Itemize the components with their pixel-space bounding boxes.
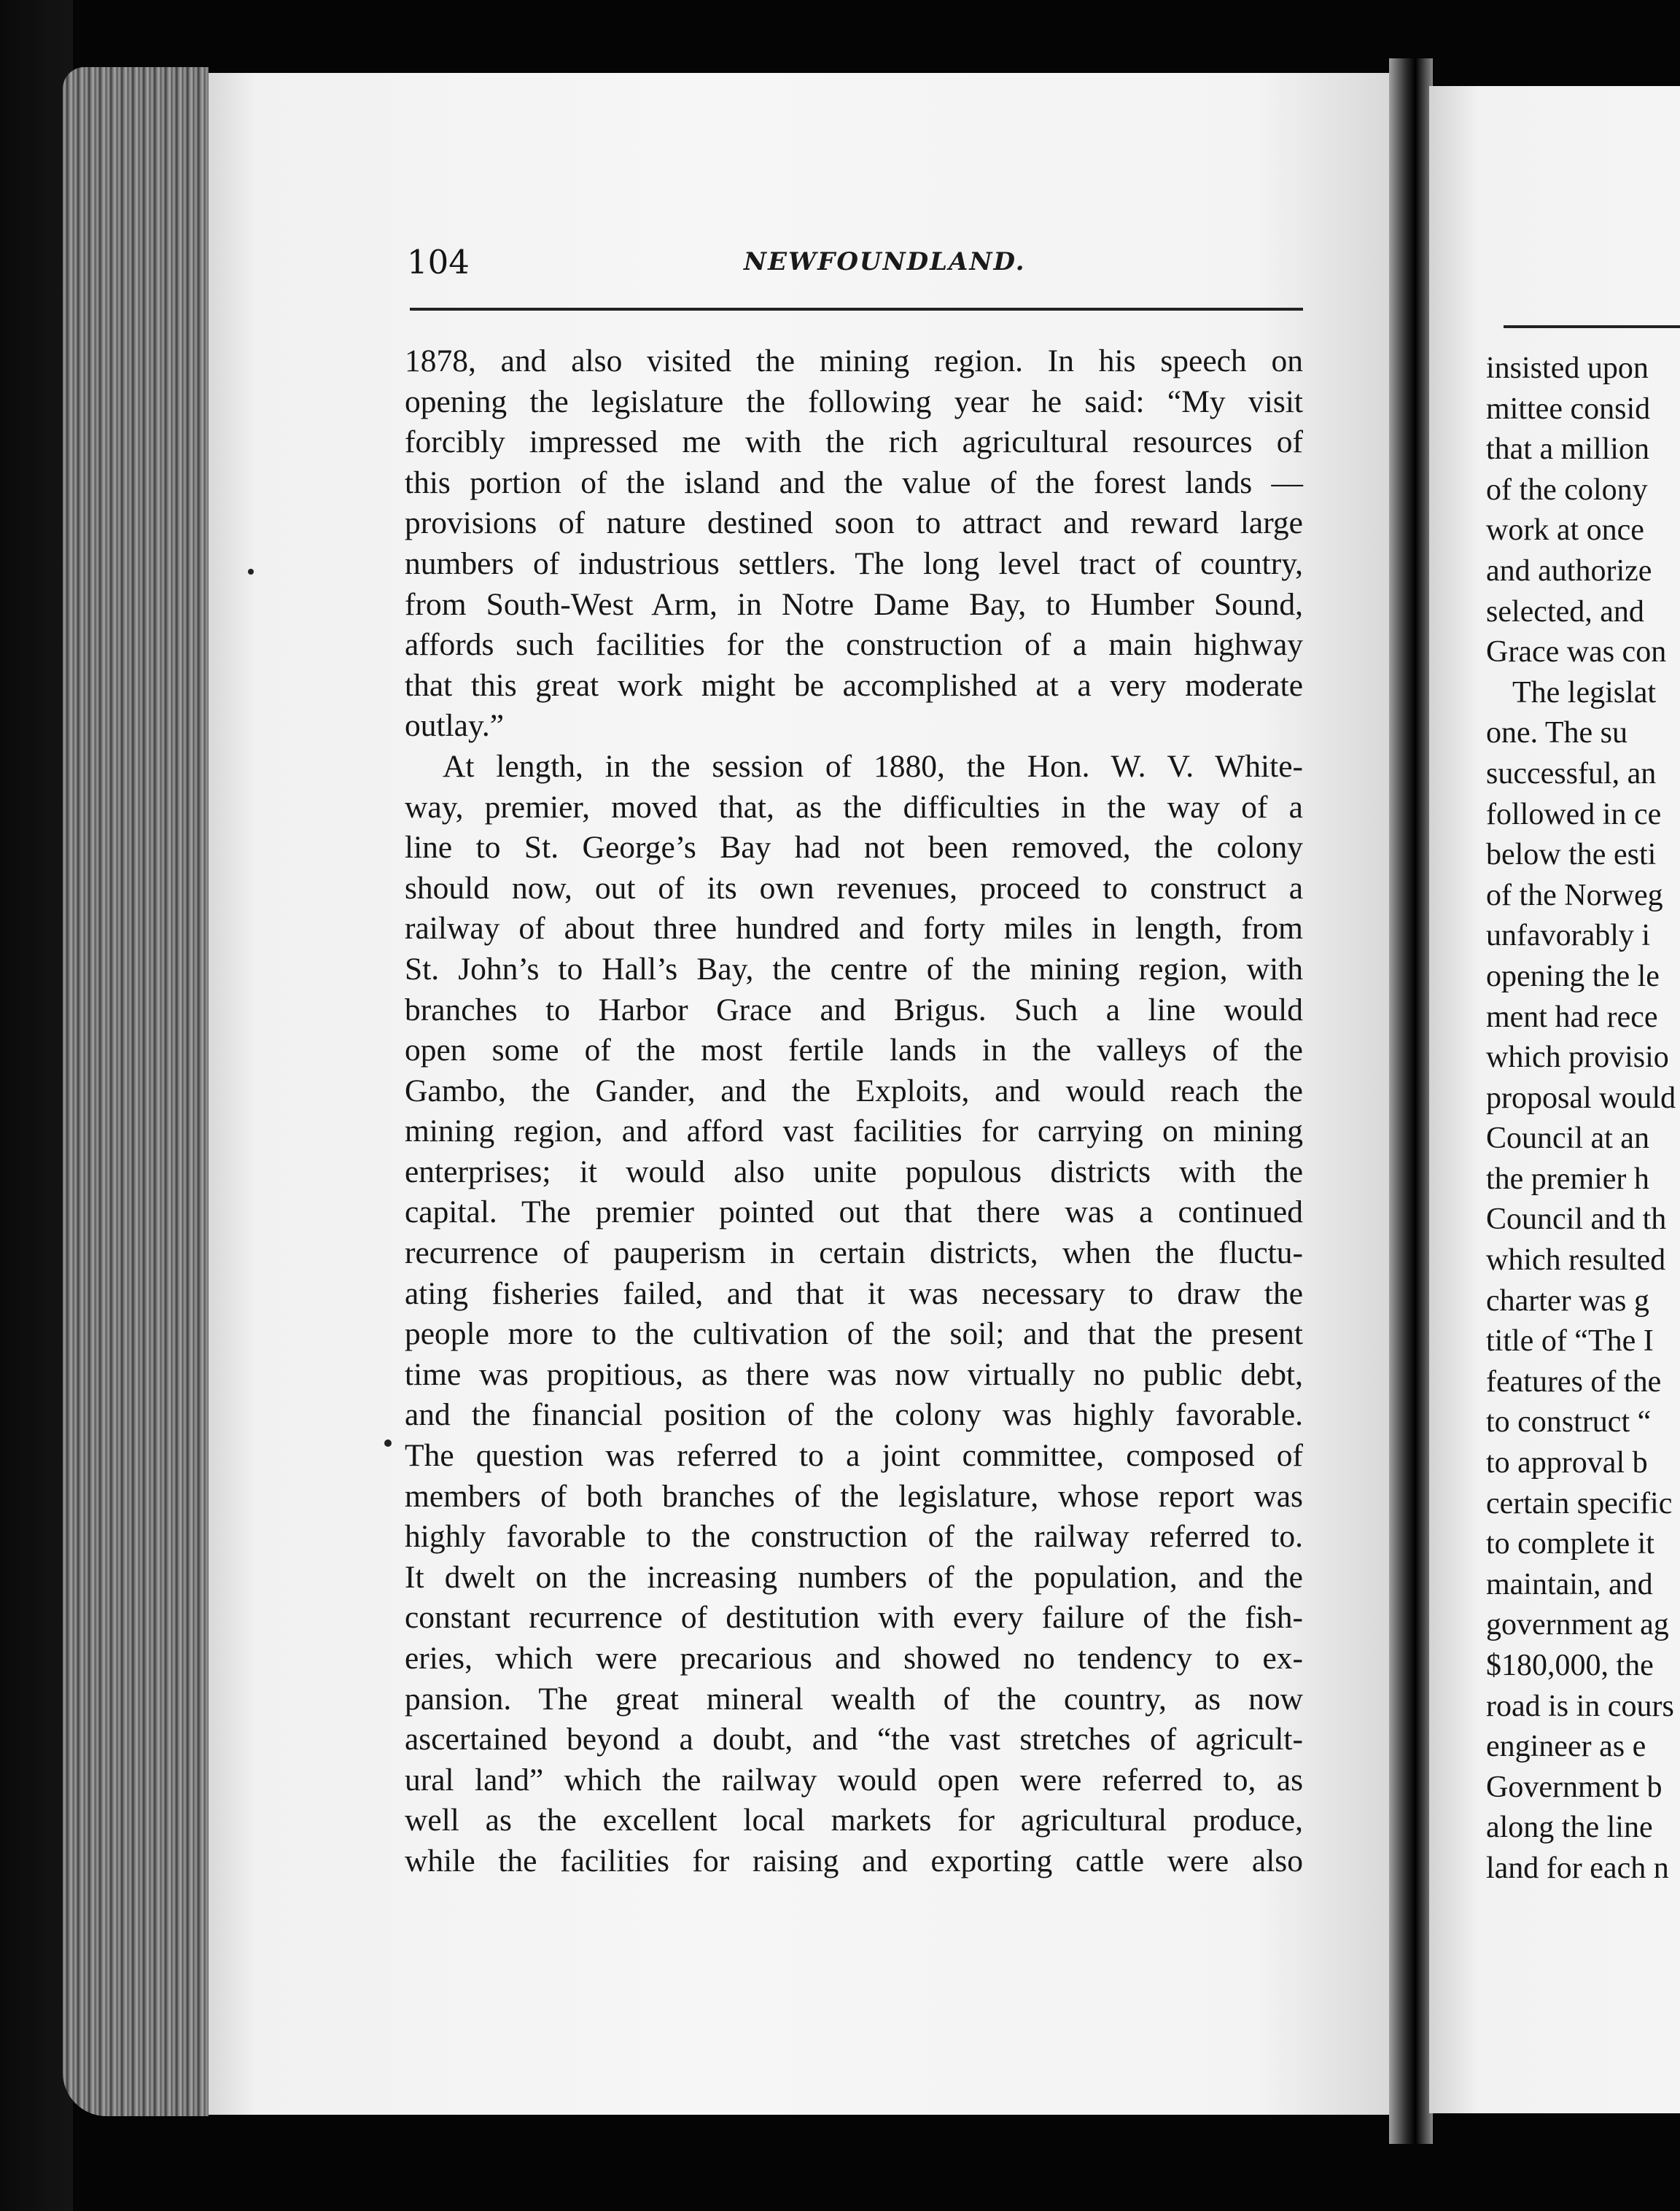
right-page-text: [1486, 349, 1680, 1889]
page-edges: [63, 67, 209, 2116]
text-line: successful, an: [1486, 756, 1657, 790]
text-line: ment had rece: [1486, 1000, 1658, 1034]
text-line: selected, and: [1486, 594, 1644, 629]
text-line: Council at an: [1486, 1122, 1649, 1156]
ink-speck: [384, 1439, 392, 1447]
text-line: eries, which were precarious and showed no tendency to ex-: [405, 1641, 1303, 1676]
text-line: this portion of the island and the value of the forest lands —: [405, 465, 1303, 500]
text-line: road is in cours: [1486, 1689, 1674, 1723]
text-line: followed in ce: [1486, 797, 1662, 831]
text-line: certain specific: [1486, 1486, 1673, 1520]
text-line: railway of about three hundred and forty miles in length, from: [405, 911, 1303, 947]
text-line: opening the legislature the following year he said: “My visit: [405, 384, 1303, 419]
text-line: should now, out of its own revenues, proceed to construct a: [405, 870, 1303, 906]
text-line: mining region, and afford vast facilities for carrying on mining: [405, 1114, 1303, 1149]
text-line: mittee consid: [1486, 392, 1651, 426]
text-line: way, premier, moved that, as the difficulties in the way of a: [405, 789, 1303, 825]
text-line: The question was referred to a joint committee, composed of: [405, 1438, 1303, 1474]
text-line: to construct “: [1486, 1405, 1652, 1439]
text-line: land for each n: [1486, 1851, 1669, 1885]
text-line: engineer as e: [1486, 1730, 1646, 1764]
book-gutter: [1389, 58, 1433, 2144]
left-page-text: [405, 341, 1303, 1882]
text-line: which resulted: [1486, 1243, 1666, 1278]
text-line: proposal would: [1486, 1081, 1676, 1115]
text-line: affords such facilities for the construction of a main highway: [405, 627, 1303, 663]
text-line: below the esti: [1486, 838, 1657, 872]
text-line: branches to Harbor Grace and Brigus. Such a line would: [405, 992, 1303, 1027]
text-line: charter was g: [1486, 1283, 1649, 1318]
text-line: provisions of nature destined soon to attract and reward large: [405, 505, 1303, 541]
text-line: highly favorable to the construction of the railway referred to.: [405, 1519, 1303, 1555]
text-line: The legislat: [1512, 675, 1657, 710]
text-line: features of the: [1486, 1364, 1662, 1399]
text-line: of the colony: [1486, 473, 1648, 507]
text-line: ascertained beyond a doubt, and “the vast stretches of agricult-: [405, 1722, 1303, 1757]
text-line: pansion. The great mineral wealth of the country, as now: [405, 1681, 1303, 1717]
text-line: It dwelt on the increasing numbers of the population, and the: [405, 1559, 1303, 1595]
text-line: Government b: [1486, 1770, 1662, 1804]
text-line: government ag: [1486, 1608, 1669, 1642]
text-line: from South-West Arm, in Notre Dame Bay, to Humber Sound,: [405, 586, 1303, 622]
ink-speck: [248, 569, 254, 575]
text-line: that this great work might be accomplished at a very moderate: [405, 667, 1303, 703]
text-line: unfavorably i: [1486, 919, 1651, 953]
text-line: capital. The premier pointed out that there was a continued: [405, 1194, 1303, 1230]
page-title: NEWFOUNDLAND.: [744, 247, 1026, 276]
text-line: along the line: [1486, 1811, 1653, 1845]
text-line: outlay.”: [405, 708, 505, 744]
text-line: 1878, and also visited the mining region. In his speech on: [405, 343, 1303, 378]
text-line: ating fisheries failed, and that it was necessary to draw the: [405, 1275, 1303, 1311]
text-line: time was propitious, as there was now virtually no public debt,: [405, 1356, 1303, 1392]
text-line: and the financial position of the colony was highly favorable.: [405, 1397, 1303, 1433]
text-line: well as the excellent local markets for agricultural produce,: [405, 1803, 1303, 1838]
text-line: St. John’s to Hall’s Bay, the centre of the mining region, with: [405, 951, 1303, 987]
text-line: recurrence of pauperism in certain districts, when the fluctu-: [405, 1235, 1303, 1271]
text-line: which provisio: [1486, 1041, 1669, 1075]
book-shadow: [0, 0, 73, 2211]
text-line: At length, in the session of 1880, the Hon. W. V. White-: [443, 748, 1303, 784]
text-line: that a million: [1486, 432, 1649, 467]
text-line: forcibly impressed me with the rich agricultural resources of: [405, 424, 1303, 460]
header-rule: [410, 308, 1303, 311]
text-line: while the facilities for raising and exporting cattle were also: [405, 1843, 1303, 1878]
text-line: numbers of industrious settlers. The long level tract of country,: [405, 545, 1303, 581]
text-line: and authorize: [1486, 553, 1652, 588]
text-line: opening the le: [1486, 959, 1660, 993]
text-line: work at once: [1486, 513, 1644, 548]
text-line: enterprises; it would also unite populous districts with the: [405, 1154, 1303, 1189]
running-head: [408, 243, 1356, 287]
text-line: of the Norweg: [1486, 878, 1663, 912]
text-line: to complete it: [1486, 1527, 1654, 1561]
text-line: Gambo, the Gander, and the Exploits, and would reach the: [405, 1073, 1303, 1108]
text-line: $180,000, the: [1486, 1649, 1654, 1682]
text-line: members of both branches of the legislature, whose report was: [405, 1478, 1303, 1514]
text-line: people more to the cultivation of the soil; and that the present: [405, 1316, 1303, 1352]
text-line: insisted upon: [1486, 351, 1649, 385]
text-line: to approval b: [1486, 1446, 1648, 1480]
text-line: maintain, and: [1486, 1567, 1653, 1601]
text-line: line to St. George’s Bay had not been removed, the colony: [405, 830, 1303, 866]
text-line: ural land” which the railway would open were referred to, as: [405, 1762, 1303, 1798]
page-number: 104: [407, 243, 470, 281]
right-header-rule: [1504, 325, 1680, 328]
text-line: open some of the most fertile lands in the valleys of the: [405, 1033, 1303, 1068]
text-line: the premier h: [1486, 1162, 1649, 1196]
text-line: title of “The I: [1486, 1324, 1654, 1359]
text-line: Council and th: [1486, 1202, 1667, 1237]
text-line: one. The su: [1486, 716, 1628, 750]
text-line: constant recurrence of destitution with every failure of the fish-: [405, 1600, 1303, 1636]
text-line: Grace was con: [1486, 635, 1667, 669]
